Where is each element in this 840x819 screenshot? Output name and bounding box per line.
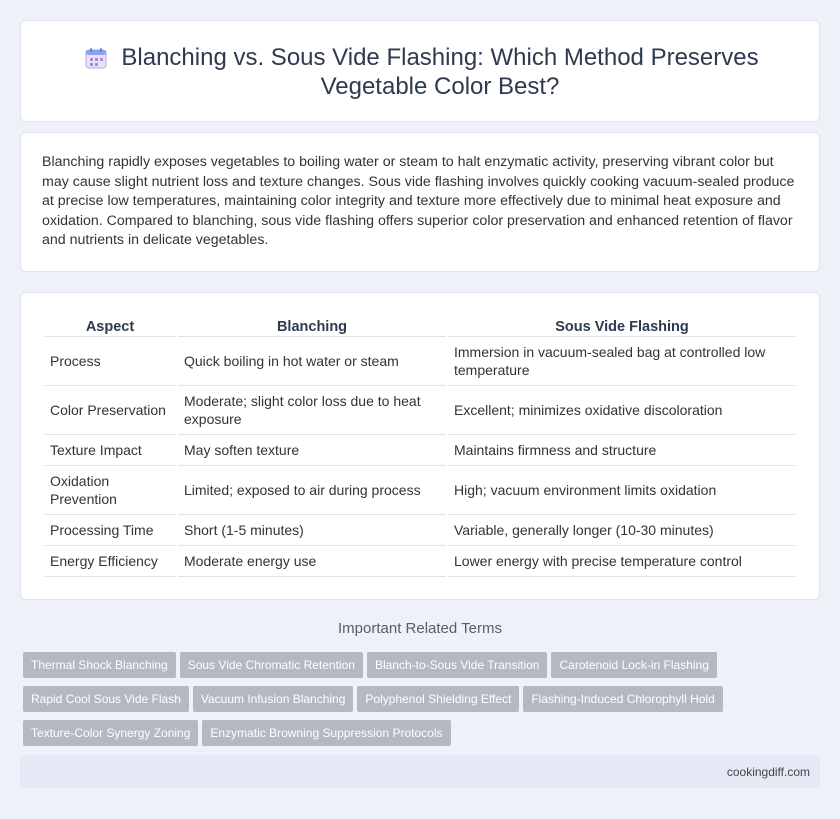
intro-paragraph: Blanching rapidly exposes vegetables to boiling water or steam to halt enzymatic activity, preserving vibrant color but may cause slight nutrient loss and texture changes. Sous vide flashing involves quickly cooking vacuum-sealed produce at precise low temperatures, maintaining color integrity and texture more effectively due to minimal heat exposure and oxidation. Compared to blanching, sous vide flashing offers superior color preservation and enhanced retention of flavor and nutrients in delicate vegetables.	[42, 154, 795, 249]
cell-sous-vide: High; vacuum environment limits oxidation	[448, 466, 796, 515]
cell-blanching: May soften texture	[178, 435, 446, 466]
related-term-tag[interactable]: Thermal Shock Blanching	[23, 652, 176, 678]
header-aspect: Aspect	[44, 315, 176, 337]
related-term-tag[interactable]: Texture-Color Synergy Zoning	[23, 720, 198, 746]
related-terms-title: Important Related Terms	[338, 620, 502, 637]
cell-blanching: Quick boiling in hot water or steam	[178, 337, 446, 386]
related-term-tag[interactable]: Vacuum Infusion Blanching	[193, 686, 354, 712]
calendar-icon	[85, 47, 107, 69]
related-terms-list	[23, 652, 823, 754]
cell-sous-vide: Maintains firmness and structure	[448, 435, 796, 466]
table-row	[44, 386, 796, 435]
table-row	[44, 435, 796, 466]
title-card	[20, 20, 820, 122]
cell-sous-vide: Excellent; minimizes oxidative discoloration	[448, 386, 796, 435]
cell-aspect: Texture Impact	[44, 435, 176, 466]
table-row	[44, 466, 796, 515]
comparison-table	[42, 315, 798, 577]
related-term-tag[interactable]: Polyphenol Shielding Effect	[357, 686, 519, 712]
cell-aspect: Color Preservation	[44, 386, 176, 435]
header-blanching: Blanching	[178, 315, 446, 337]
page-title: Blanching vs. Sous Vide Flashing: Which Method Preserves Vegetable Color Best?	[121, 44, 759, 100]
table-row	[44, 337, 796, 386]
cell-sous-vide: Immersion in vacuum-sealed bag at controlled low temperature	[448, 337, 796, 386]
table-row	[44, 515, 796, 546]
related-term-tag[interactable]: Blanch-to-Sous Vide Transition	[367, 652, 548, 678]
cell-blanching: Moderate energy use	[178, 546, 446, 577]
footer-site-link[interactable]: cookingdiff.com	[726, 765, 810, 779]
footer	[20, 755, 820, 788]
related-term-tag[interactable]: Sous Vide Chromatic Retention	[180, 652, 363, 678]
cell-aspect: Energy Efficiency	[44, 546, 176, 577]
cell-blanching: Short (1-5 minutes)	[178, 515, 446, 546]
related-term-tag[interactable]: Rapid Cool Sous Vide Flash	[23, 686, 189, 712]
table-row	[44, 546, 796, 577]
related-term-tag[interactable]: Flashing-Induced Chlorophyll Hold	[523, 686, 722, 712]
cell-sous-vide: Variable, generally longer (10-30 minutes)	[448, 515, 796, 546]
header-sous-vide: Sous Vide Flashing	[448, 315, 796, 337]
table-header-row	[44, 315, 796, 337]
cell-aspect: Oxidation Prevention	[44, 466, 176, 515]
related-term-tag[interactable]: Carotenoid Lock-in Flashing	[551, 652, 716, 678]
title-wrap	[21, 43, 819, 101]
cell-aspect: Processing Time	[44, 515, 176, 546]
cell-aspect: Process	[44, 337, 176, 386]
comparison-card	[20, 292, 820, 600]
related-term-tag[interactable]: Enzymatic Browning Suppression Protocols	[202, 720, 450, 746]
intro-card	[20, 132, 820, 272]
cell-blanching: Limited; exposed to air during process	[178, 466, 446, 515]
cell-sous-vide: Lower energy with precise temperature control	[448, 546, 796, 577]
cell-blanching: Moderate; slight color loss due to heat exposure	[178, 386, 446, 435]
